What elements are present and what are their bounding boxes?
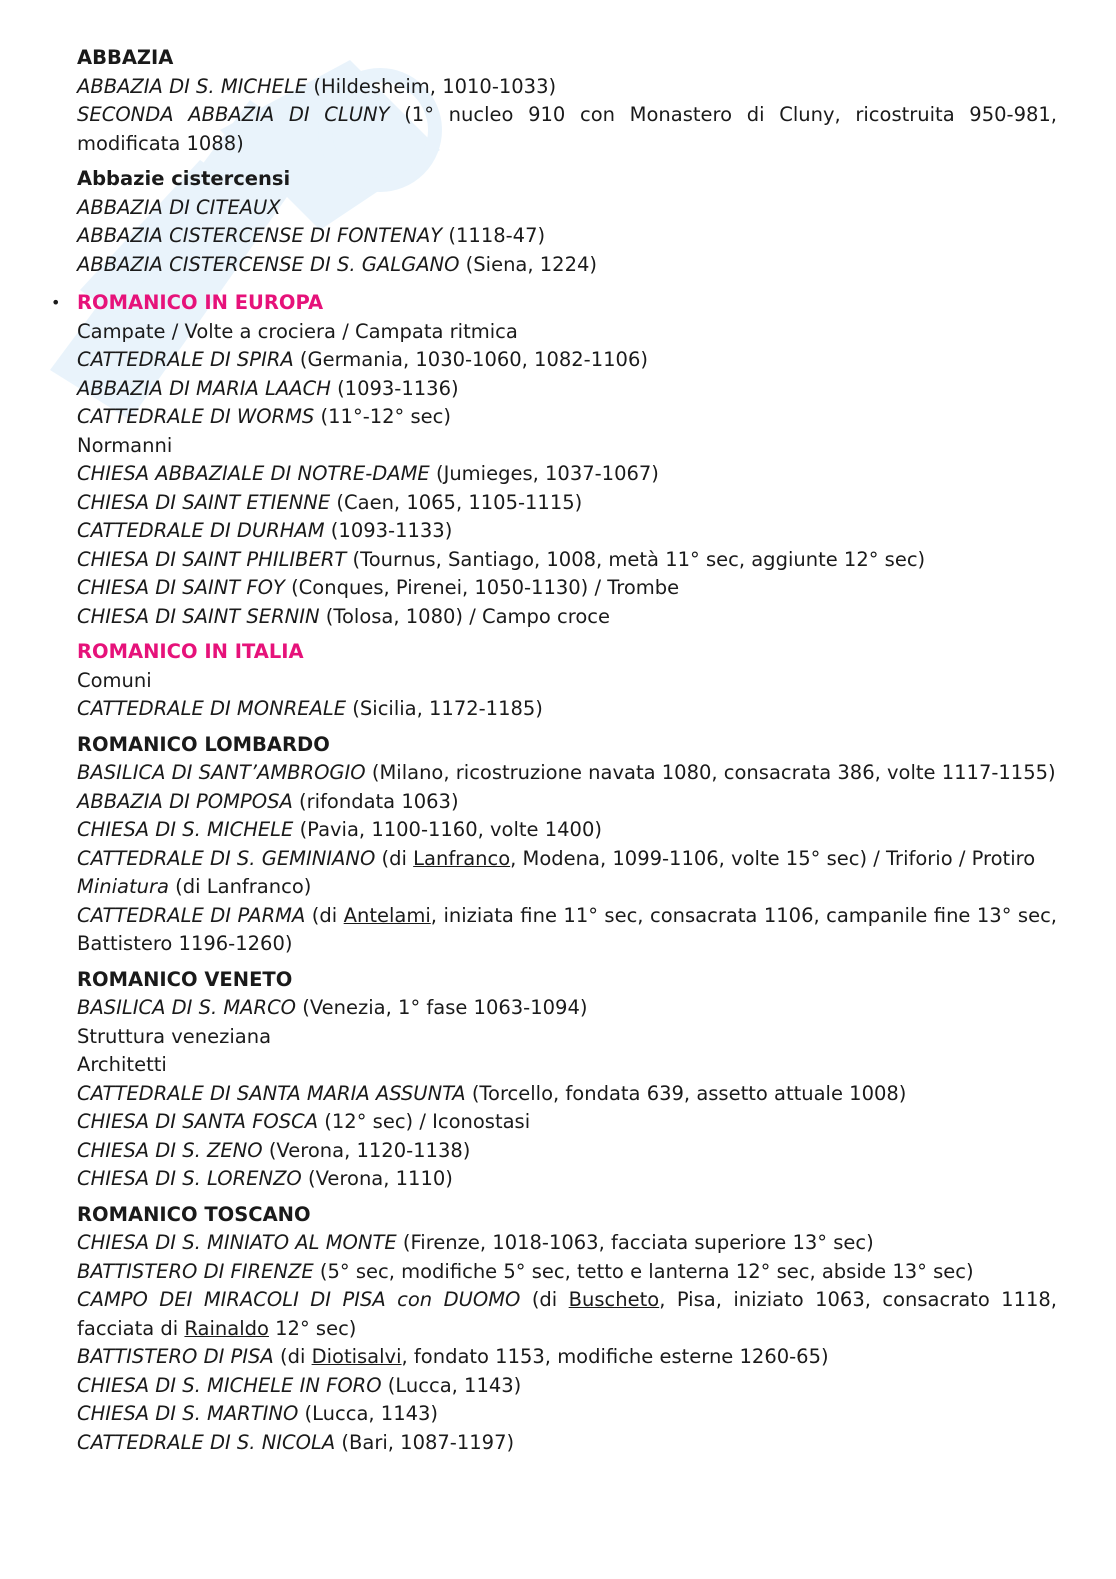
entry-note: (Verona, 1120-1138) xyxy=(262,1138,471,1162)
entry-note: (Sicilia, 1172-1185) xyxy=(346,697,543,720)
list-item xyxy=(77,695,1057,724)
document-body xyxy=(51,44,1058,1457)
entry-note: (Siena, 1224) xyxy=(459,252,598,276)
entry-name: ABBAZIA DI POMPOSA xyxy=(77,789,293,813)
entry-note: (Firenze, 1018-1063, facciata superiore 13° sec) xyxy=(396,1231,874,1254)
entry-name: CHIESA DI S. MICHELE IN FORO xyxy=(77,1373,382,1397)
entry-name: CATTEDRALE DI SANTA MARIA ASSUNTA xyxy=(77,1081,466,1105)
heading-cistercensi: Abbazie cistercensi xyxy=(77,167,291,190)
entry-note: (di xyxy=(273,1345,312,1368)
list-item xyxy=(77,489,1057,518)
entry-note: (di Lanfranco) xyxy=(168,875,312,898)
entry-name: BATTISTERO DI FIRENZE xyxy=(77,1259,314,1283)
list-item xyxy=(77,759,1057,788)
entry-note: (1093-1133) xyxy=(324,519,453,542)
entry-name: CHIESA DI SAINT FOY xyxy=(77,576,285,599)
list-item xyxy=(77,375,1057,404)
entry-name: CHIESA DI SAINT SERNIN xyxy=(77,604,320,628)
list-item xyxy=(77,873,1057,902)
entry-note: (Lucca, 1143) xyxy=(381,1373,522,1397)
entry-note: (Jumieges, 1037-1067) xyxy=(429,462,659,485)
entry-note: (di xyxy=(520,1288,569,1311)
entry-note: (Venezia, 1° fase 1063-1094) xyxy=(296,996,588,1019)
entry-note: (rifondata 1063) xyxy=(292,789,459,813)
list-item xyxy=(77,1229,1057,1258)
entry-name: CHIESA DI S. ZENO xyxy=(77,1138,263,1162)
entry-note: (Torcello, fondata 639, assetto attuale 1008) xyxy=(465,1081,907,1105)
entry-name: ABBAZIA CISTERCENSE DI FONTENAY xyxy=(77,224,443,247)
list-item xyxy=(77,1372,1057,1401)
entry-note: (di xyxy=(375,846,414,870)
entry-name: ABBAZIA CISTERCENSE DI S. GALGANO xyxy=(77,252,460,276)
label-architetti: Architetti xyxy=(77,1053,167,1076)
artist-link[interactable]: Lanfranco xyxy=(413,846,511,870)
heading-romanico-toscano: ROMANICO TOSCANO xyxy=(77,1202,311,1226)
entry-name: CHIESA DI S. MICHELE xyxy=(77,818,294,841)
list-item xyxy=(77,1400,1057,1429)
entry-note: (Germania, 1030-1060, 1082-1106) xyxy=(293,348,648,371)
list-item xyxy=(77,1429,1057,1458)
section-europa xyxy=(51,289,1057,318)
list-item xyxy=(77,101,1057,158)
entry-note: (di xyxy=(305,903,344,927)
label-comuni: Comuni xyxy=(77,668,152,692)
entry-name: ABBAZIA DI CITEAUX xyxy=(77,195,281,219)
list-item xyxy=(77,1137,1057,1166)
entry-note: (Tolosa, 1080) / Campo croce xyxy=(319,604,610,628)
entry-name: CATTEDRALE DI S. GEMINIANO xyxy=(77,846,376,870)
heading-romanico-europa: ROMANICO IN EUROPA xyxy=(77,291,324,314)
heading-romanico-italia: ROMANICO IN ITALIA xyxy=(77,640,304,663)
entry-note: , fondato 1153, modifiche esterne 1260-65) xyxy=(401,1345,829,1368)
list-item xyxy=(77,1165,1057,1194)
entry-name: BATTISTERO DI PISA xyxy=(77,1345,274,1368)
list-item xyxy=(77,1258,1057,1287)
entry-note: (Conques, Pirenei, 1050-1130) / Trombe xyxy=(284,576,680,599)
entry-name: CHIESA DI S. MARTINO xyxy=(77,1402,299,1425)
list-item xyxy=(77,403,1057,432)
subtitle-europa: Campate / Volte a crociera / Campata ritmica xyxy=(77,319,518,343)
entry-note: (12° sec) / Iconostasi xyxy=(318,1110,531,1133)
entry-name: CAMPO DEI MIRACOLI DI PISA con DUOMO xyxy=(77,1288,521,1311)
entry-note: (Caen, 1065, 1105-1115) xyxy=(330,490,583,514)
heading-abbazia: ABBAZIA xyxy=(77,46,174,69)
entry-name: CHIESA DI SAINT PHILIBERT xyxy=(77,547,347,571)
entry-note: (Bari, 1087-1197) xyxy=(335,1430,515,1454)
list-item xyxy=(77,1286,1057,1343)
list-item xyxy=(77,788,1057,817)
entry-note: , iniziata fine 11° sec, consacrata 1106, campanile fine 13° sec, Battistero 1196-1260) xyxy=(77,903,1057,955)
entry-name: CATTEDRALE DI S. NICOLA xyxy=(77,1430,336,1454)
list-item xyxy=(77,902,1057,959)
heading-romanico-veneto: ROMANICO VENETO xyxy=(77,967,293,991)
list-item xyxy=(77,194,1057,223)
entry-name: CHIESA DI SAINT ETIENNE xyxy=(77,490,331,514)
entry-name: CATTEDRALE DI MONREALE xyxy=(77,697,347,720)
artist-link[interactable]: Diotisalvi xyxy=(311,1345,402,1368)
list-item xyxy=(77,574,1057,603)
entry-note: (Pavia, 1100-1160, volte 1400) xyxy=(293,818,602,841)
entry-note: (11°-12° sec) xyxy=(314,405,451,428)
list-item xyxy=(77,1343,1057,1372)
entry-note: (Verona, 1110) xyxy=(301,1167,453,1190)
entry-name: CATTEDRALE DI SPIRA xyxy=(77,348,294,371)
entry-name: BASILICA DI SANT’AMBROGIO xyxy=(77,761,366,784)
heading-romanico-lombardo: ROMANICO LOMBARDO xyxy=(77,732,330,756)
entry-note: (1118-47) xyxy=(442,224,546,247)
entry-note: (1° nucleo 910 con Monastero di Cluny, ricostruita 950-981, modificata 1088) xyxy=(77,103,1057,155)
entry-note: (Lucca, 1143) xyxy=(298,1402,439,1425)
entry-name: ABBAZIA DI S. MICHELE xyxy=(77,74,308,98)
artist-link[interactable]: Antelami xyxy=(343,903,431,927)
entry-note: (5° sec, modifiche 5° sec, tetto e lanterna 12° sec, abside 13° sec) xyxy=(313,1259,974,1283)
label-struttura: Struttura veneziana xyxy=(77,1024,272,1048)
list-item xyxy=(77,1108,1057,1137)
bullet-icon: • xyxy=(51,293,61,312)
entry-name: CATTEDRALE DI PARMA xyxy=(77,903,306,927)
entry-name: Miniatura xyxy=(77,875,169,898)
list-item xyxy=(77,460,1057,489)
entry-note: (Hildesheim, 1010-1033) xyxy=(307,74,557,98)
list-item xyxy=(77,1080,1057,1109)
list-item xyxy=(77,994,1057,1023)
list-item xyxy=(77,603,1057,632)
list-item xyxy=(77,546,1057,575)
list-item xyxy=(77,845,1057,874)
entry-note: , Pisa, iniziato 1063, consacrato 1118, facciata di xyxy=(77,1288,1058,1340)
entry-name: CHIESA DI SANTA FOSCA xyxy=(77,1110,319,1133)
list-item xyxy=(77,222,1057,251)
entry-note: , Modena, 1099-1106, volte 15° sec) / Triforio / Protiro xyxy=(510,846,1036,870)
label-normanni: Normanni xyxy=(77,433,173,457)
entry-name: BASILICA DI S. MARCO xyxy=(77,996,297,1019)
list-item xyxy=(77,517,1057,546)
entry-note: (1093-1136) xyxy=(330,376,459,400)
entry-name: CHIESA DI S. LORENZO xyxy=(77,1167,302,1190)
entry-name: CHIESA ABBAZIALE DI NOTRE-DAME xyxy=(77,462,430,485)
list-item xyxy=(77,816,1057,845)
entry-name: SECONDA ABBAZIA DI CLUNY xyxy=(77,103,390,126)
entry-name: CATTEDRALE DI WORMS xyxy=(77,405,315,428)
entry-name: CATTEDRALE DI DURHAM xyxy=(77,519,325,542)
entry-note: (Milano, ricostruzione navata 1080, consacrata 386, volte 1117-1155) xyxy=(365,761,1056,784)
entry-note: (Tournus, Santiago, 1008, metà 11° sec, aggiunte 12° sec) xyxy=(346,547,926,571)
artist-link[interactable]: Rainaldo xyxy=(184,1316,269,1340)
entry-name: ABBAZIA DI MARIA LAACH xyxy=(77,376,331,400)
list-item xyxy=(77,346,1057,375)
list-item xyxy=(77,251,1057,280)
list-item xyxy=(77,73,1057,102)
artist-link[interactable]: Buscheto xyxy=(568,1288,660,1311)
entry-name: CHIESA DI S. MINIATO AL MONTE xyxy=(77,1231,397,1254)
entry-note: 12° sec) xyxy=(268,1316,357,1340)
